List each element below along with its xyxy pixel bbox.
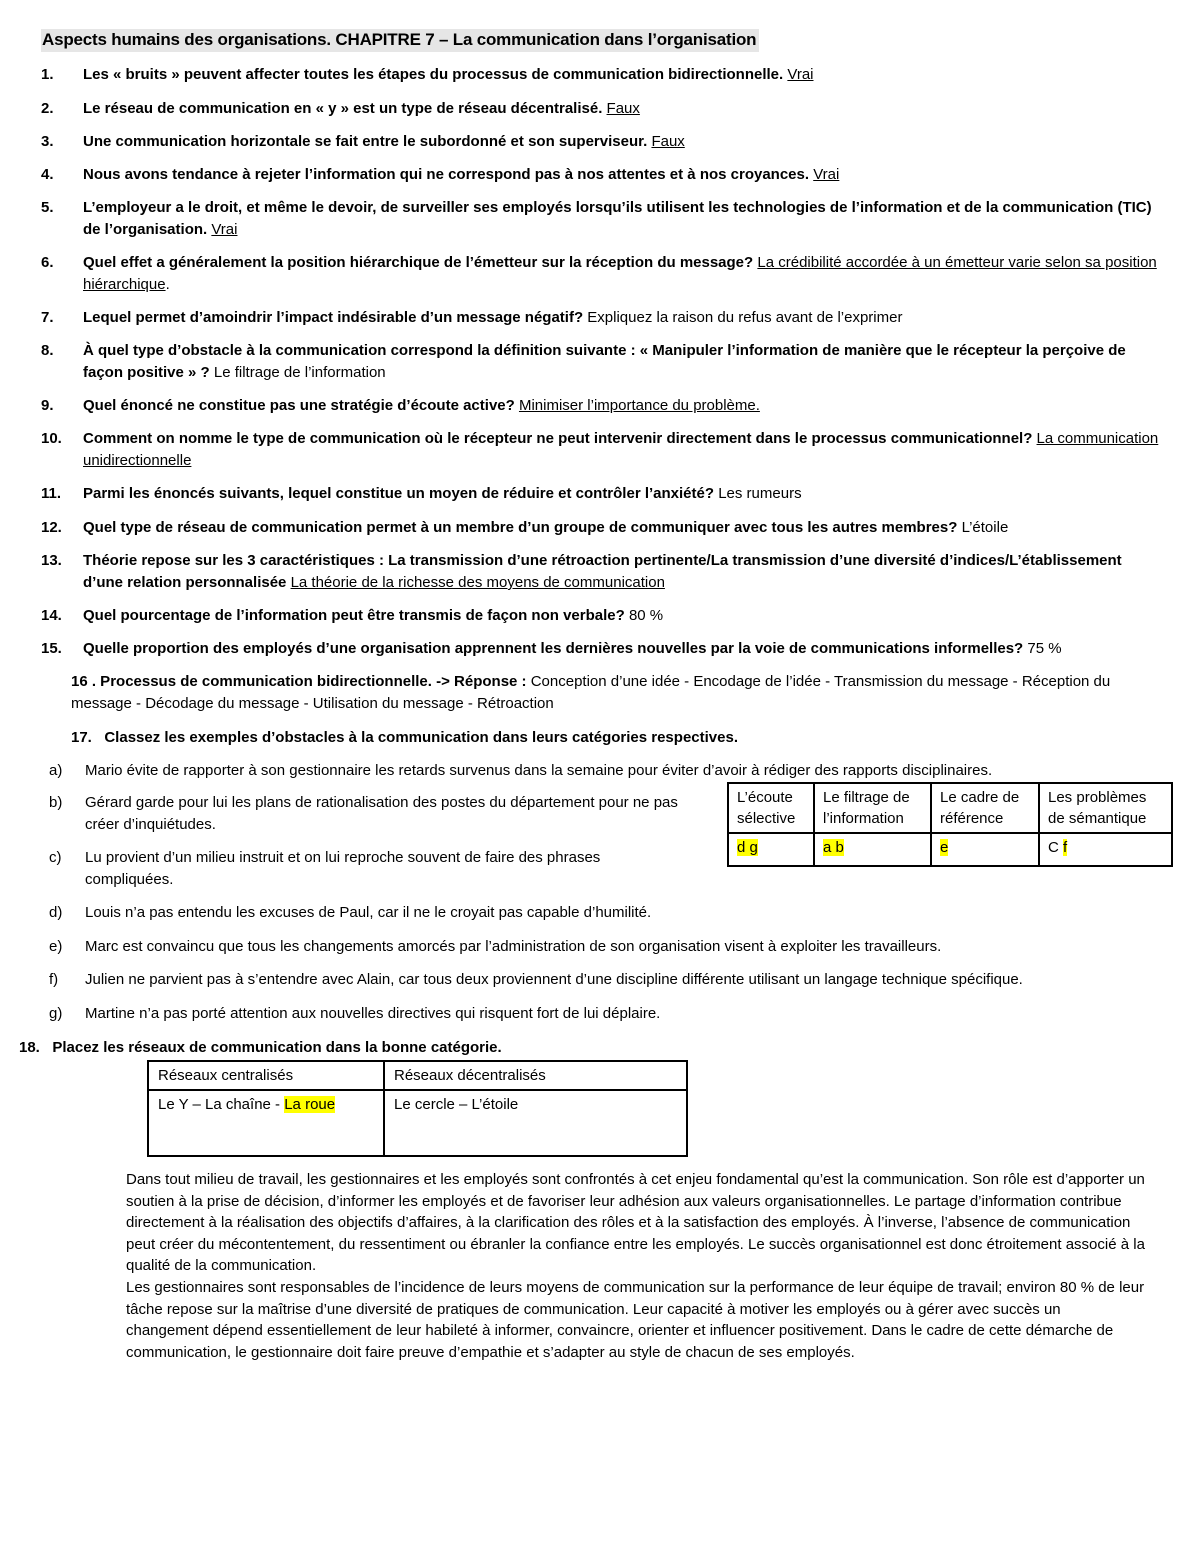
example-e [49, 936, 1149, 958]
question-text: À quel type d’obstacle à la communication correspond la définition suivante : « Manipuler l’information de manière que le récepteur la perçoive de façon positive » ? [83, 342, 1126, 381]
example-b [49, 792, 704, 836]
question-17-heading: 17. Classez les exemples d’obstacles à la communication dans leurs catégories respectives. [71, 729, 738, 746]
table-cell [728, 833, 814, 866]
item-text: Lu provient d’un milieu instruit et on lui reproche souvent de faire des phrases compliquées. [85, 849, 601, 888]
question-number: 14. [41, 607, 62, 624]
question-text: Nous avons tendance à rejeter l’information qui ne correspond pas à nos attentes et à nos croyances. [83, 166, 810, 183]
question-text: Une communication horizontale se fait entre le subordonné et son superviseur. [83, 133, 648, 150]
example-g [49, 1003, 1149, 1025]
networks-table [147, 1060, 688, 1157]
example-c [49, 847, 669, 891]
question-3 [41, 131, 1159, 153]
highlighted-answer: e [940, 839, 949, 856]
question-text: Quel effet a généralement la position hiérarchique de l’émetteur sur la réception du message? [83, 254, 754, 271]
item-text: Julien ne parvient pas à s’entendre avec Alain, car tous deux proviennent d’une discipline différente utilisant un langage technique spécifique. [85, 971, 1023, 988]
paragraph-1: Dans tout milieu de travail, les gestionnaires et les employés sont confrontés à cet enjeu fondamental qu’est la communication. Son rôle est d’apporter un soutien à la prise de décision, d’informer les employés et de favoriser leur adhésion aux valeurs organisationnelles. Le partage d’information contribue directement à la réalisation des objectifs d’affaires, à la clarification des rôles et à la satisfaction des employés. À l’inverse, l’absence de communication peut créer du mécontentement, du ressentiment ou ébranler la confiance entre les employés. Le succès organisationnel est donc étroitement associé à la qualité de la communication. [126, 1171, 1145, 1275]
question-text: Les « bruits » peuvent affecter toutes les étapes du processus de communication bidirectionnelle. [83, 66, 784, 83]
table-cell [1039, 833, 1172, 866]
question-number: 2. [41, 100, 54, 117]
highlighted-answer: f [1063, 839, 1068, 856]
answer-text: La communication unidirectionnelle [83, 430, 1159, 469]
table-cell [148, 1090, 384, 1156]
table-row [148, 1090, 687, 1156]
question-8 [41, 340, 1159, 384]
question-number: 5. [41, 199, 54, 216]
question-10 [41, 428, 1159, 472]
question-number: 15. [41, 640, 62, 657]
item-text: Marc est convaincu que tous les changements amorcés par l’administration de son organisation visent à exploiter les travailleurs. [85, 938, 942, 955]
answer-text: La crédibilité accordée à un émetteur varie selon sa position hiérarchique [83, 254, 1157, 293]
answer-text: Vrai [813, 166, 840, 183]
question-12 [41, 517, 1159, 539]
question-4 [41, 164, 1159, 186]
page-title: Aspects humains des organisations. CHAPITRE 7 – La communication dans l’organisation [41, 29, 759, 52]
question-number: 3. [41, 133, 54, 150]
question-text: Quelle proportion des employés d’une organisation apprennent les dernières nouvelles par la voie de communications informelles? [83, 640, 1024, 657]
question-11 [41, 483, 1159, 505]
item-text: Gérard garde pour lui les plans de rationalisation des postes du département pour ne pas créer d’inquiétudes. [85, 794, 678, 833]
answer-text: Faux [651, 133, 685, 150]
answer-text: Les rumeurs [718, 485, 802, 502]
answer-text: L’étoile [961, 519, 1009, 536]
answer-text: Minimiser l’importance du problème. [518, 397, 760, 414]
question-14 [41, 605, 1159, 627]
answer-text: Le filtrage de l’information [213, 364, 386, 381]
item-letter: e) [49, 938, 63, 955]
item-letter: g) [49, 1005, 63, 1022]
table-cell: Le cercle – L’étoile [384, 1090, 687, 1156]
example-f [49, 969, 1169, 991]
question-number: 1. [41, 66, 54, 83]
item-letter: a) [49, 762, 63, 779]
answer-text: Faux [606, 100, 640, 117]
question-number: 9. [41, 397, 54, 414]
question-number: 7. [41, 309, 54, 326]
table-header-cell: Le filtrage de l’information [814, 783, 931, 833]
example-d [49, 902, 1149, 924]
question-number: 8. [41, 342, 54, 359]
question-1 [41, 64, 1159, 86]
answer-text: Conception d’une idée - Encodage de l’idée - Transmission du message - Réception du message - Décodage du message - Utilisation du message - Rétroaction [71, 673, 1111, 712]
question-18-heading: 18. Placez les réseaux de communication dans la bonne catégorie. [19, 1039, 502, 1056]
item-letter: b) [49, 794, 63, 811]
highlighted-answer: d g [737, 839, 758, 856]
table-header-cell: Réseaux centralisés [148, 1061, 384, 1090]
question-9 [41, 395, 1159, 417]
question-number: 13. [41, 552, 62, 569]
cell-text: C [1048, 839, 1063, 856]
question-text: Le réseau de communication en « y » est un type de réseau décentralisé. [83, 100, 603, 117]
question-text: Théorie repose sur les 3 caractéristiques : La transmission d’une rétroaction pertinente/La transmission d’une diversité d’indices/L’établissement d’une relation personnalisée [83, 552, 1122, 591]
question-6: 6. Quel effet a généralement la position hiérarchique de l’émetteur sur la réception du message? La crédibilité accordée à un émetteur varie selon sa position hiérarchique. [41, 254, 1157, 293]
table-cell [931, 833, 1039, 866]
question-number: 6. [41, 254, 54, 271]
highlighted-answer: La roue [284, 1096, 336, 1113]
answer-text: 80 % [628, 607, 664, 624]
item-text: Mario évite de rapporter à son gestionnaire les retards survenus dans la semaine pour éviter d’avoir à rédiger des rapports disciplinaires. [85, 762, 993, 779]
question-text: 16 . Processus de communication bidirectionnelle. -> Réponse : [71, 673, 527, 690]
cell-text: Le Y – La chaîne - [158, 1096, 285, 1113]
question-number: 11. [41, 485, 62, 502]
question-text: Parmi les énoncés suivants, lequel constitue un moyen de réduire et contrôler l’anxiété? [83, 485, 715, 502]
question-text: L’employeur a le droit, et même le devoir, de surveiller ses employés lorsqu’ils utilisent les technologies de l’information et de la communication (TIC) de l’organisation. [83, 199, 1152, 238]
item-text: Martine n’a pas porté attention aux nouvelles directives qui risquent fort de lui déplaire. [85, 1005, 661, 1022]
table-header-cell: Les problèmes de sémantique [1039, 783, 1172, 833]
obstacles-table [727, 782, 1173, 867]
table-header-row [148, 1061, 687, 1090]
question-number: 10. [41, 430, 62, 447]
table-header-row [728, 783, 1172, 833]
question-number: 12. [41, 519, 62, 536]
table-header-cell: Le cadre de référence [931, 783, 1039, 833]
question-16 [71, 671, 1141, 715]
item-letter: c) [49, 849, 62, 866]
paragraph-2: Les gestionnaires sont responsables de l’incidence de leurs moyens de communication sur la performance de leur équipe de travail; environ 80 % de leur tâche repose sur la maîtrise d’une diversité de pratiques de communication. Leur capacité à motiver les employés ou à gérer avec succès un changement dépend essentiellement de leur habileté à informer, convaincre, orienter et influencer positivement. Dans le cadre de cette démarche de communication, le gestionnaire doit faire preuve d’empathie et s’adapter au style de chacun de ses employés. [126, 1278, 1145, 1361]
table-header-cell: Réseaux décentralisés [384, 1061, 687, 1090]
question-text: Quel pourcentage de l’information peut être transmis de façon non verbale? [83, 607, 625, 624]
question-text: Quel énoncé ne constitue pas une stratégie d’écoute active? [83, 397, 515, 414]
item-letter: d) [49, 904, 63, 921]
question-text: Quel type de réseau de communication permet à un membre d’un groupe de communiquer avec tous les autres membres? [83, 519, 958, 536]
answer-text: 75 % [1027, 640, 1062, 657]
question-text: Comment on nomme le type de communication où le récepteur ne peut intervenir directement dans le processus communicationnel? [83, 430, 1033, 447]
answer-text: Vrai [787, 66, 814, 83]
table-cell [814, 833, 931, 866]
question-15 [41, 638, 1159, 660]
item-letter: f) [49, 971, 59, 988]
item-text: Louis n’a pas entendu les excuses de Paul, car il ne le croyait pas capable d’humilité. [85, 904, 652, 921]
question-number: 4. [41, 166, 54, 183]
answer-text: Vrai [211, 221, 238, 238]
answer-text: Expliquez la raison du refus avant de l’exprimer [587, 309, 903, 326]
question-2 [41, 98, 1159, 120]
table-row [728, 833, 1172, 866]
question-13 [41, 550, 1159, 594]
answer-text: La théorie de la richesse des moyens de communication [290, 574, 665, 591]
question-7 [41, 307, 1159, 329]
highlighted-answer: a b [823, 839, 844, 856]
closing-paragraph [126, 1169, 1146, 1363]
question-5 [41, 197, 1159, 241]
example-a [49, 760, 1149, 782]
table-header-cell: L’écoute sélective [728, 783, 814, 833]
question-text: Lequel permet d’amoindrir l’impact indésirable d’un message négatif? [83, 309, 584, 326]
